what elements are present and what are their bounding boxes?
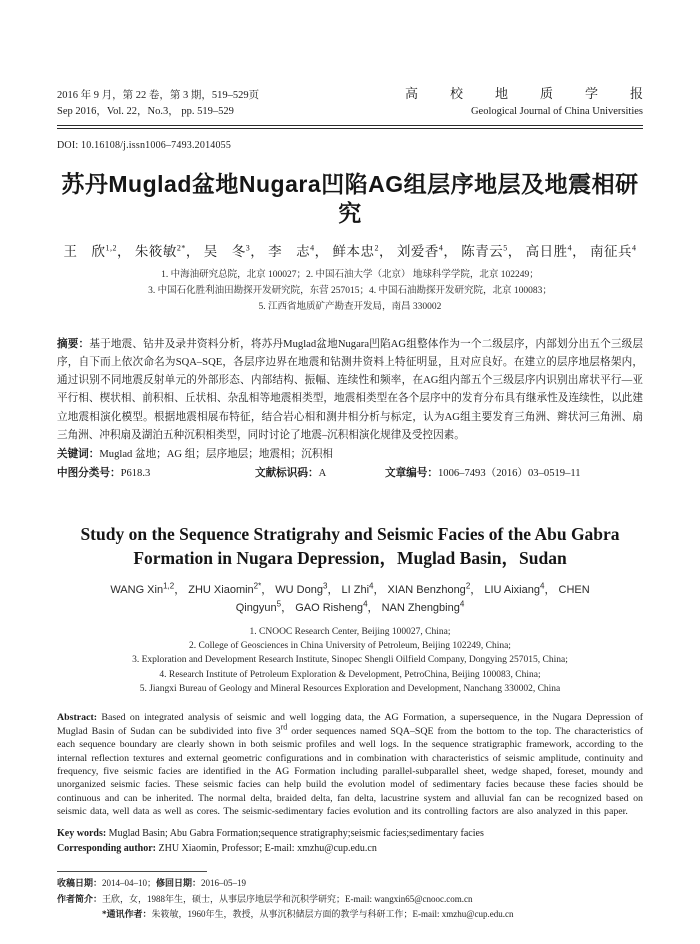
author-affiliation-sup: 4: [539, 580, 545, 590]
keywords-label-en: Key words:: [57, 827, 109, 839]
authors-en: [57, 581, 643, 618]
abstract-en: Abstract: Based on integrated analysis of seismic and well logging data, the AG Formation, a supersequence, in the Nugara Depression of Muglad Basin of Sudan can be subdivided into five 3rd order sequences named SQA–SQE from the bottom to the top. The characteristics of each sequence boundary are clearly shown in both seismic profiles and well logs. In the sequence stratigraphic framework, according to the internal reflection textures and external geometric configurations and in combination with characteristics of seismic amplitude, continuity and frequency, five seismic facies are identified in the AG Formation including parallel-subparallel sheet, wedge shaped, foreset, moundy and unorganized seismic facies. These seismic facies can help build the evolution model of sedimentary facies because these facies should be continuous and can be inherited. The normal delta, braided delta, fan delta, lacustrine system and alluvial fan can be recognized based on seismic data, well data as well as cores. The seismic-sedimentary facies evolution and its controlling factors are also analyzed in this paper.: [57, 712, 643, 818]
author-en: XIAN Benzhong$^2$ ，: [388, 584, 482, 596]
author-cn: 王 欣$^{1,2}$ ，: [64, 244, 132, 259]
author-affiliation-sup: 1,2: [163, 580, 175, 590]
author-cn: 朱筱敏$^{2*}$ ，: [135, 244, 200, 259]
document-code: 文献标识码：A: [255, 468, 327, 480]
author-affiliation-sup: 4: [459, 599, 465, 609]
indent-spacer: [57, 907, 102, 923]
author-cn: 鲜本忠$^2$ ，: [333, 244, 394, 259]
keywords-en: Key words: Muglad Basin; Abu Gabra Formation;sequence stratigraphy;seismic facies;sedimentary facies: [57, 827, 484, 839]
author-bio: 作者简介： 王欣，女，1988年生，硕士，从事层序地层学和沉积学研究；E-mail: wangxin65@cnooc.com.cn: [57, 893, 473, 904]
author-cn: 陈青云$^5$ ，: [461, 244, 522, 259]
journal-header: [57, 84, 643, 120]
journal-name: [405, 84, 643, 120]
corresponding-author-bio: *通讯作者： 朱筱敏，1960年生，教授，从事沉积储层方面的教学与科研工作；E-mail: xmzhu@cup.edu.cn: [57, 907, 643, 923]
author-en: LI Zhi$^4$ ，: [342, 584, 385, 596]
issue-info-en: Sep 2016，Vol. 22，No.3， pp. 519–529: [57, 106, 234, 118]
footnote-rule: [57, 871, 207, 872]
author-en: CHEN Qingyun$^5$ ，: [236, 584, 590, 615]
keywords-label-cn: 关键词：: [57, 449, 100, 461]
affiliation-line-cn: 5. 江西省地质矿产勘查开发局，南昌 330002: [258, 301, 442, 312]
author-en: GAO Risheng$^4$ ，: [295, 602, 378, 614]
author-en: ZHU Xiaomin$^{2*}$ ，: [188, 584, 272, 596]
title-cn: 苏丹Muglad盆地Nugara凹陷AG组层序地层及地震相研究: [61, 171, 639, 227]
issue-info: [57, 88, 259, 121]
affiliations-cn: [57, 268, 643, 316]
abstract-label-cn: 摘要：: [57, 338, 90, 350]
author-cn: 李 志$^4$ ，: [268, 244, 329, 259]
received-revised-dates: 收稿日期：2014–04–10；修回日期：2016–05–19: [57, 877, 247, 888]
clc-number: 中图分类号：P618.3: [57, 468, 151, 480]
author-cn: 刘爱香$^4$ ，: [397, 244, 458, 259]
author-affiliation-sup: 5: [276, 599, 282, 609]
article-meta-row: [57, 465, 643, 483]
author-affiliation-sup: 4: [363, 599, 368, 609]
author-affiliation-sup: 3: [245, 243, 251, 253]
author-affiliation-sup: 4: [369, 580, 374, 590]
author-affiliation-sup: 4: [632, 243, 637, 253]
keywords-cn: [57, 446, 643, 464]
author-en: WU Dong$^3$ ，: [275, 584, 338, 596]
affiliation-line-en: 2. College of Geosciences in China University of Petroleum, Beijing 102249, China;: [189, 641, 511, 652]
author-affiliation-sup: 2: [465, 580, 471, 590]
article-id: 文章编号：1006–7493（2016）03–0519–11: [385, 468, 581, 480]
author-affiliation-sup: 2*: [176, 243, 186, 253]
author-affiliation-sup: 2*: [253, 580, 262, 590]
affiliation-line-en: 5. Jiangxi Bureau of Geology and Mineral Resources Exploration and Development, Nanchang 330002, China: [139, 683, 561, 694]
author-affiliation-sup: 4: [438, 243, 444, 253]
title-en: Study on the Sequence Stratigrahy and Seismic Facies of the Abu Gabra Formation in Nugara Depression，Muglad Basin，Sudan: [80, 523, 620, 569]
journal-name-en: Geological Journal of China Universities: [470, 106, 643, 118]
affiliation-line-en: 3. Exploration and Development Research Institute, Sinopec Shengli Oilfield Company, Dongying 257015, China;: [132, 655, 568, 666]
affiliation-line-en: 1. CNOOC Research Center, Beijing 100027, China;: [249, 626, 451, 637]
affiliation-line-en: 4. Research Institute of Petroleum Exploration & Development, PetroChina, Beijing 100083, China;: [159, 669, 541, 680]
authors-cn: [57, 240, 643, 260]
author-en: WANG Xin$^{1,2}$ ，: [110, 584, 185, 596]
issue-info-cn: 2016 年 9 月，第 22 卷，第 3 期，519–529页: [57, 89, 260, 101]
journal-name-cn: 高校地质学报: [405, 86, 643, 101]
affiliation-line-cn: 1. 中海油研究总院，北京 100027；2. 中国石油大学（北京） 地球科学学院，北京 102249；: [161, 269, 539, 280]
abstract-cn: [57, 336, 643, 445]
abstract-label-en: Abstract:: [57, 712, 102, 724]
author-en: LIU Aixiang$^4$ ，: [484, 584, 555, 596]
masthead-divider: [57, 125, 643, 129]
affiliation-line-cn: 3. 中国石化胜利油田勘探开发研究院，东营 257015；4. 中国石油勘探开发研究院，北京 100083；: [148, 285, 552, 296]
footnote: [57, 871, 643, 923]
author-affiliation-sup: 1,2: [105, 243, 117, 253]
abstract-text-cn: 基于地震、钻井及录井资料分析，将苏丹Muglad盆地Nugara凹陷AG组整体作为一个二级层序，内部划分出五个三级层序，自下而上依次命名为SQA–SQE，各层序边界在地震和钻测井资料上特征明显，且对应良好。在建立的层序地层格架内，通过识别不同地震反射单元的外部形态、内部结构、振幅、连续性和频率，在AG组内部五个三级层序内识别出席状平行—亚平行相、楔状相、前积相、丘状相、杂乱相等地震相类型，地震相类型在各个层序中的发育分布具有继承性及连续性，以此建立地震相演化模型。根据地震相展布特征，结合岩心相和测井相分析与标定，认为AG组主要发育三角洲、辫状河三角洲、扇三角洲、冲积扇及湖泊五种沉积相类型，同时讨论了地震–沉积相演化规律及受控因素。: [57, 338, 643, 441]
author-affiliation-sup: 5: [503, 243, 508, 253]
author-affiliation-sup: 3: [322, 580, 328, 590]
author-cn: 高日胜$^4$ ，: [526, 244, 587, 259]
keywords-text-cn: Muglad 盆地；AG 组；层序地层；地震相；沉积相: [99, 449, 334, 461]
author-en: NAN Zhengbing$^4$: [381, 599, 465, 615]
author-affiliation-sup: 4: [310, 243, 315, 253]
author-affiliation-sup: 4: [567, 243, 573, 253]
author-cn: 吴 冬$^3$ ，: [204, 244, 265, 259]
ordinal-sup: rd: [280, 722, 288, 732]
corresponding-author: Corresponding author: ZHU Xiaomin, Professor; E-mail: xmzhu@cup.edu.cn: [57, 842, 377, 854]
author-cn: 南征兵$^4$: [590, 243, 637, 259]
author-affiliation-sup: 2: [374, 243, 379, 253]
affiliations-en: [57, 625, 643, 696]
corresponding-label: Corresponding author:: [57, 842, 159, 854]
doi: DOI: 10.16108/j.issn1006–7493.2014055: [57, 140, 232, 152]
